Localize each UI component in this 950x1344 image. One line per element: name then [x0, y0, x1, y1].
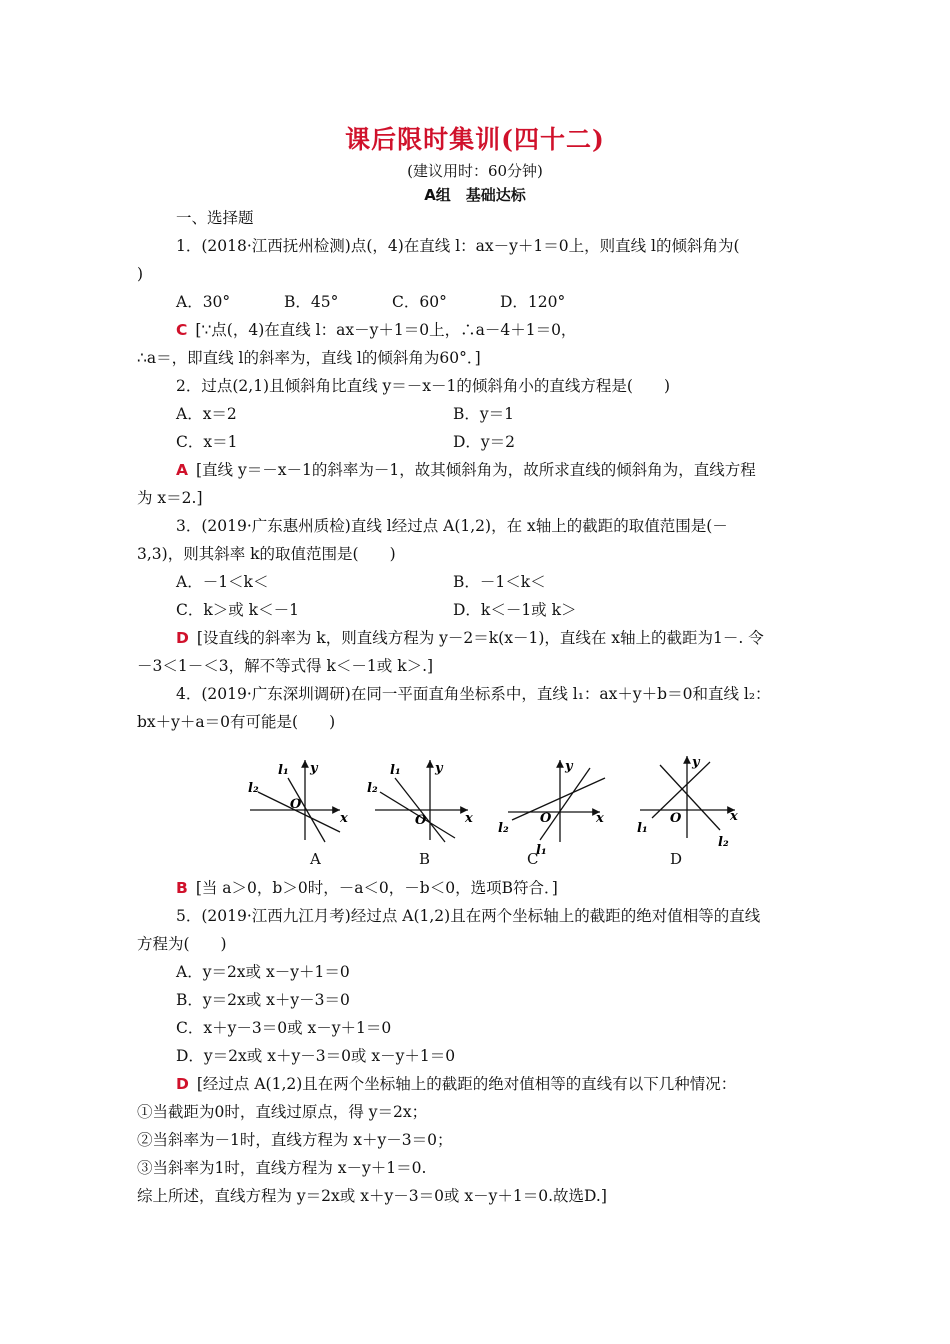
q4a-l2-label: l₂: [248, 781, 259, 796]
q1-option-a: A．30°: [176, 293, 231, 311]
q1-answer: C: [176, 321, 188, 339]
q5-answer: D: [176, 1075, 189, 1093]
q1-option-d: D．120°: [500, 293, 566, 311]
q4b-l2-label: l₂: [367, 781, 378, 796]
q4-figure-label-a: A: [310, 850, 321, 868]
q4a-x-label: x: [340, 811, 348, 826]
q4a-l1-label: l₁: [278, 763, 289, 778]
q2-stem-line1: 2．过点(2,1)且倾斜角比直线 y＝－x－1的倾斜角小的直线方程是( ): [176, 377, 670, 395]
q5-stem-line1: 5．(2019·江西九江月考)经过点 A(1,2)且在两个坐标轴上的截距的绝对值相等的直线: [176, 907, 761, 925]
q4-explanation: [176, 878, 558, 898]
q4-stem-line2: bx＋y＋a＝0有可能是( ): [137, 713, 336, 731]
q1-stem-line2: ): [137, 265, 144, 283]
q3-stem-line2: 3,3)，则其斜率 k的取值范围是( ): [137, 545, 396, 563]
q1-explanation-line2: ∴a＝，即直线 l的斜率为，直线 l的倾斜角为60°．]: [137, 349, 481, 367]
time-suggestion: (建议用时：60分钟): [407, 162, 543, 180]
q4c-o-label: O: [540, 811, 552, 826]
q5-explanation-line2: ①当截距为0时，直线过原点，得 y＝2x；: [137, 1103, 428, 1121]
group-label: A组 基础达标: [424, 186, 526, 204]
q1-exp1: [∵点(，4)在直线 l：ax－y＋1＝0上，∴a－4＋1＝0，: [195, 321, 577, 339]
q5-explanation-line4: ③当斜率为1时，直线方程为 x－y＋1＝0.: [137, 1159, 427, 1177]
q5-exp1: [经过点 A(1,2)且在两个坐标轴上的截距的绝对值相等的直线有以下几种情况：: [196, 1075, 737, 1093]
q3-explanation-line2: －3＜1－＜3，解不等式得 k＜－1或 k＞.]: [137, 657, 434, 675]
q4b-o-label: O: [415, 813, 427, 828]
q4-figure-label-c: C: [527, 850, 539, 868]
q1-stem-line1: 1．(2018·江西抚州检测)点(，4)在直线 l：ax－y＋1＝0上，则直线 l的倾斜角为(: [176, 237, 740, 255]
q3-answer: D: [176, 629, 189, 647]
q4a-o-label: O: [290, 797, 302, 812]
q3-option-d: D．k＜－1或 k＞: [453, 601, 577, 619]
q4c-l1-label: l₁: [536, 843, 547, 858]
q5-option-b: B．y＝2x或 x＋y－3＝0: [176, 991, 350, 1009]
q4d-l2-label: l₂: [718, 835, 729, 850]
q3-stem-line1: 3．(2019·广东惠州质检)直线 l经过点 A(1,2)，在 x轴上的截距的取值范围是(－: [176, 517, 728, 535]
q1-option-b: B．45°: [284, 293, 339, 311]
q2-option-a: A．x＝2: [176, 405, 237, 423]
q2-explanation-line1: [176, 460, 756, 480]
group-heading: [0, 184, 950, 205]
q4d-y-label: y: [692, 755, 700, 770]
q4d-x-label: x: [730, 809, 738, 824]
q4a-y-label: y: [310, 761, 318, 776]
q4d-l1-label: l₁: [637, 821, 648, 836]
q2-exp1: [直线 y＝－x－1的斜率为－1，故其倾斜角为，故所求直线的倾斜角为，直线方程: [196, 461, 756, 479]
q4d-o-label: O: [670, 811, 682, 826]
q4-figure-label-b: B: [419, 850, 431, 868]
q5-explanation-line1: [176, 1074, 736, 1094]
q4-figure-a: [248, 760, 348, 842]
q4-stem-line1: 4．(2019·广东深圳调研)在同一平面直角坐标系中，直线 l₁：ax＋y＋b＝0和直线 l₂：: [176, 685, 771, 703]
q4-exp1: [当 a＞0，b＞0时，－a＜0，－b＜0，选项B符合．]: [195, 879, 558, 897]
q4-figure-c: [498, 759, 605, 858]
q4c-y-label: y: [565, 759, 573, 774]
q4-figure-label-d: D: [670, 850, 683, 868]
q4-figure-b: [367, 760, 473, 842]
q1-options: [176, 292, 565, 312]
q4b-l1-label: l₁: [390, 763, 401, 778]
q5-stem-line2: 方程为( ): [137, 935, 227, 953]
q5-option-c: C．x＋y－3＝0或 x－y＋1＝0: [176, 1019, 392, 1037]
q2-option-b: B．y＝1: [453, 405, 515, 423]
q4c-x-label: x: [596, 811, 604, 826]
q2-answer: A: [176, 461, 188, 479]
q3-option-a: A．－1＜k＜: [176, 573, 269, 591]
q3-option-c: C．k＞或 k＜－1: [176, 601, 299, 619]
q5-option-a: A．y＝2x或 x－y＋1＝0: [176, 963, 350, 981]
q4-figure-d: [637, 755, 738, 850]
q4c-l2-label: l₂: [498, 821, 509, 836]
q5-option-d: D．y＝2x或 x＋y－3＝0或 x－y＋1＝0: [176, 1047, 456, 1065]
q2-option-c: C．x＝1: [176, 433, 238, 451]
q5-explanation-line5: 综上所述，直线方程为 y＝2x或 x＋y－3＝0或 x－y＋1＝0.故选D.]: [137, 1187, 607, 1205]
section-heading: 一、选择题: [176, 209, 254, 227]
q2-option-d: D．y＝2: [453, 433, 516, 451]
q1-option-c: C．60°: [392, 293, 447, 311]
q4-answer: B: [176, 879, 188, 897]
q4b-y-label: y: [435, 761, 443, 776]
q2-explanation-line2: 为 x＝2.]: [137, 489, 203, 507]
page-title: 课后限时集训(四十二): [345, 125, 605, 154]
q5-explanation-line3: ②当斜率为－1时，直线方程为 x＋y－3＝0；: [137, 1131, 453, 1149]
q3-explanation-line1: [176, 628, 764, 648]
q4b-x-label: x: [465, 811, 473, 826]
q3-option-b: B．－1＜k＜: [453, 573, 546, 591]
q3-exp1: [设直线的斜率为 k，则直线方程为 y－2＝k(x－1)，直线在 x轴上的截距为1－. 令: [196, 629, 764, 647]
q1-explanation-line1: [176, 320, 576, 340]
